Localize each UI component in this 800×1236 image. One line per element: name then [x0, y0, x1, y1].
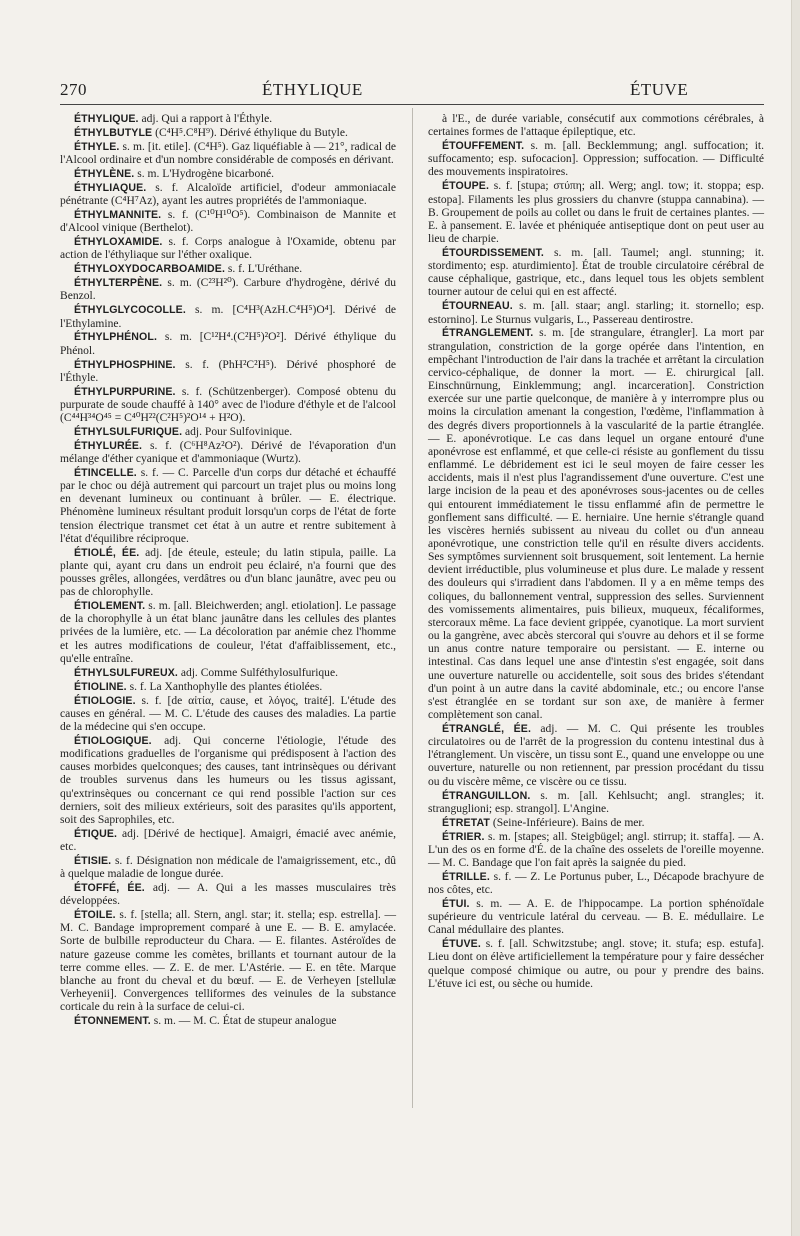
dictionary-entry [60, 168, 396, 181]
entry-definition: s. f. Alcaloïde artificiel, d'odeur ammoniacale pénétrante (C⁴H⁷Az), ayant les autres propriétés de l'ammoniaque. [60, 181, 396, 208]
entry-headword: ÉTHYLSULFURIQUE. [74, 425, 183, 438]
dictionary-entry [428, 327, 764, 722]
entry-headword: ÉTHYLMANNITE. [74, 209, 162, 222]
dictionary-entry [60, 127, 396, 140]
entry-definition: s. m. — A. E. de l'hippocampe. La portion sphénoïdale supérieure du ventricule latéral du cerveau. — B. E. médullaire. Le Canal médullaire des plantes. [428, 897, 765, 937]
dictionary-entry [60, 882, 396, 908]
entry-headword: ÉTHYLOXYDOCARBOAMIDE. [74, 263, 226, 276]
entry-definition: s. m. [all. staar; angl. starling; it. stornello; esp. estornino]. Le Sturnus vulgaris, L., Passereau dentirostre. [428, 300, 764, 326]
header-right-word: ÉTUVE [630, 80, 689, 99]
dictionary-entry [60, 331, 396, 357]
entry-definition: s. f. — Z. Le Portunus puber, L., Décapode brachyure de nos côtes, etc. [428, 870, 764, 897]
entry-definition: s. f. [stella; all. Stern, angl. star; it. stella; esp. estrella]. — M. C. Bandage improprement comparé à une E. — B. E. amylacée. Sorte de bulbille reproducteur du Chara. — E. filantes. Astéroïdes de nature gazeuse comme les comètes, brillants et tournant autour de la terre comme elles. — Z. E. de mer. L'Astérie. — E. en tête. Marque blanche au front du cheval et du bœuf. — E. de Verheyen [stellulæ Verheyenii]. Convergences telliformes des veinules de la substance corticale du rein à la surface de celui-ci. [60, 909, 396, 1014]
entry-definition: s. f. (C⁶H⁸Az²O²). Dérivé de l'évaporation d'un mélange d'éther cyanique et d'ammoniaque (Wurtz). [60, 439, 396, 466]
column-divider [412, 108, 413, 1108]
dictionary-entry [428, 113, 764, 139]
entry-definition: s. f. — C. Parcelle d'un corps dur détaché et échauffé par le choc ou déjà autrement qui parcourt un trajet plus ou moins long en devenant lumineux ou continuant à brûler. — E. électrique. Phénomène lumineux résultant produit lorsqu'un corps de l'état de forte tension électrique transmet cet état à un autre et rentre subitement à l'état d'équilibre réciproque. [60, 467, 396, 545]
entry-headword: ÉTHYLPHOSPHINE. [74, 358, 176, 371]
entry-definition: s. f. Désignation non médicale de l'amaigrissement, etc., dû à quelque maladie de longue durée. [60, 854, 396, 881]
entry-headword: ÉTHYLTERPÈNE. [74, 277, 163, 290]
entry-definition: s. m. (C²³H²⁰). Carbure d'hydrogène, dérivé du Benzol. [60, 277, 397, 303]
page-edge [791, 0, 800, 1236]
entry-headword: ÉTISIE. [74, 854, 112, 867]
dictionary-entry [428, 723, 764, 789]
entry-definition: s. m. [all. Taumel; angl. stunning; it. stordimento; esp. aturdimiento]. État de trouble circulatoire cérébral de cause céphalique, gastrique, etc., dans lequel tous les objets semblent tourner autour de celui qui en est affecté. [428, 246, 764, 299]
dictionary-entry [60, 909, 396, 1014]
entry-definition: s. f. (PhH²C²H⁵). Dérivé phosphoré de l'Éthyle. [60, 358, 396, 384]
dictionary-entry [428, 247, 764, 300]
entry-definition: (Seine-Inférieure). Bains de mer. [492, 816, 645, 829]
dictionary-entry [60, 440, 396, 466]
entry-headword: ÉTIOLEMENT. [74, 600, 146, 613]
entry-definition: s. f. L'Uréthane. [227, 263, 303, 276]
entry-headword: ÉTIOLOGIE. [74, 694, 136, 707]
running-header [60, 76, 764, 104]
dictionary-entry [60, 141, 396, 167]
entry-definition: s. f. [stupa; στύπη; all. Werg; angl. tow; it. stoppa; esp. estopa]. Filaments les plus grossiers du chanvre (stuppa cannabina). — B. Groupement de poils au collet ou dans le fruit de certaines plantes. — E. à pansement. E. lavée et phéniquée antiseptique dont on peut user au lieu de charpie. [428, 180, 765, 245]
left-column [60, 113, 396, 1029]
entry-definition: s. m. [C¹²H⁴.(C²H⁵)²O²]. Dérivé éthylique du Phénol. [60, 331, 396, 357]
entry-definition: s. f. [de αἰτία, cause, et λόγος, traité]. L'étude des causes en général. — M. C. L'étude des causes des maladies. La partie de la médecine qui s'en occupe. [60, 694, 396, 733]
entry-definition: s. m. [all. Kehlsucht; angl. strangles; it. stranguglioni; esp. strangol]. L'Angine. [428, 789, 764, 815]
dictionary-entry [60, 263, 396, 276]
dictionary-entry [60, 855, 396, 881]
dictionary-entry [428, 898, 764, 937]
dictionary-entry [428, 817, 764, 830]
entry-headword: ÉTHYLE. [74, 140, 120, 153]
entry-definition: s. m. L'Hydrogène bicarboné. [137, 168, 275, 181]
dictionary-entry [60, 681, 396, 694]
dictionary-entry [60, 236, 396, 262]
entry-headword: ÉTRANGLÉ, ÉE. [442, 722, 532, 735]
entry-definition: s. m. — M. C. État de stupeur analogue [153, 1015, 337, 1028]
right-column [428, 113, 764, 992]
entry-headword: ÉTOUPE. [442, 180, 490, 193]
dictionary-entry [60, 209, 396, 235]
entry-definition: adj. — A. Qui a les masses musculaires très développées. [60, 882, 397, 908]
entry-definition: s. f. [all. Schwitzstube; angl. stove; it. stufa; esp. estufa]. Lieu dont on élève artificiellement la température pour y faire dessécher quelque composé chimique ou autre, ou pour y prendre des bains. L'étuve ici est, ou sèche ou humide. [428, 938, 764, 990]
entry-headword: ÉTHYLBUTYLE [74, 126, 153, 139]
entry-headword: ÉTIOLINE. [74, 680, 127, 693]
entry-headword: ÉTHYLSULFUREUX. [74, 666, 178, 679]
entry-definition: s. f. Corps analogue à l'Oxamide, obtenu par action de l'éthyliaque sur l'éther oxalique. [60, 236, 396, 262]
entry-headword: ÉTUVE. [442, 938, 481, 951]
dictionary-entry [428, 300, 764, 326]
entry-definition: (C⁴H⁵.C⁸H⁹). Dérivé éthylique du Butyle. [155, 126, 348, 139]
entry-headword: ÉTINCELLE. [74, 467, 137, 480]
entry-definition: à l'E., de durée variable, consécutif aux commotions cérébrales, à certaines formes de l'attaque épileptique, etc. [428, 113, 764, 139]
dictionary-entry [60, 600, 396, 666]
dictionary-entry [60, 113, 396, 126]
entry-headword: ÉTRIER. [442, 830, 485, 843]
dictionary-entry [60, 182, 396, 208]
entry-definition: adj. [Dérivé de hectique]. Amaigri, émacié avec anémie, etc. [60, 827, 396, 853]
entry-headword: ÉTIOLOGIQUE. [74, 734, 152, 747]
entry-headword: ÉTIQUE. [74, 827, 118, 840]
dictionary-entry [60, 1015, 396, 1028]
dictionary-entry [60, 735, 396, 827]
entry-definition: adj. [de éteule, esteule; du latin stipula, paille. La plante qui, ayant cru dans un endroit peu éclairé, n'a fourni que des pousses grêles, allongées, verdâtres ou d'un blanc jaunâtre, avec peu ou pas de chlorophylle. [60, 546, 396, 599]
entry-headword: ÉTRILLE. [442, 870, 490, 883]
dictionary-entry [428, 140, 764, 179]
entry-headword: ÉTOUFFEMENT. [442, 140, 525, 153]
dictionary-entry [428, 180, 764, 246]
entry-definition: s. m. [stapes; all. Steigbügel; angl. stirrup; it. staffa]. — A. L'un des os en forme d'É. de la chaîne des osselets de l'oreille moyenne. — M. C. Bandage que l'on fait après la saignée du pied. [428, 830, 765, 869]
dictionary-entry [60, 695, 396, 734]
entry-headword: ÉTHYLOXAMIDE. [74, 236, 163, 249]
header-rule [60, 104, 764, 105]
entry-headword: ÉTHYLURÉE. [74, 439, 143, 452]
entry-headword: ÉTRANGLEMENT. [442, 327, 534, 340]
entry-definition: s. m. [it. etile]. (C⁴H⁵). Gaz liquéfiable à — 21°, radical de l'Alcool ordinaire et d'un nombre considérable de composés en dérivant. [60, 140, 396, 167]
entry-headword: ÉTHYLIQUE. [74, 113, 139, 125]
dictionary-entry [60, 304, 396, 330]
dictionary-entry [60, 667, 396, 680]
entry-definition: s. m. [all. Bleichwerden; angl. etiolation]. Le passage de la chorophylle à un état blanc jaunâtre dans les cellules des plantes privées de la lumière, etc. — La décoloration par anémie chez l'homme et les autres modifications de couleur, l'état d'affaiblissement, etc., qu'elle entraîne. [60, 600, 396, 665]
entry-headword: ÉTRANGUILLON. [442, 789, 531, 802]
dictionary-entry [60, 467, 396, 546]
entry-headword: ÉTHYLÈNE. [74, 168, 135, 181]
entry-headword: ÉTHYLIAQUE. [74, 181, 147, 194]
entry-definition: s. f. La Xanthophylle des plantes étiolées. [129, 680, 323, 693]
entry-definition: s. m. [C⁴H³(AzH.C⁴H⁵)O⁴]. Dérivé de l'Ethylamine. [60, 304, 396, 330]
entry-definition: s. f. (C¹⁰H¹⁰O⁵). Combinaison de Mannite et d'Alcool vinique (Berthelot). [60, 209, 396, 235]
header-left-word: ÉTHYLIQUE [262, 80, 363, 99]
entry-headword: ÉTOILE. [74, 909, 116, 922]
entry-definition: s. m. [all. Becklemmung; angl. suffocation; it. suffocamento; esp. sufocacion]. Oppression; suffocation. — Difficulté des mouvements inspiratoires. [428, 140, 765, 179]
entry-headword: ÉTHYLPHÉNOL. [74, 331, 158, 344]
entry-headword: ÉTOFFÉ, ÉE. [74, 882, 145, 895]
entry-definition: adj. Qui concerne l'étiologie, l'étude des modifications graduelles de l'organisme qui prédisposent à l'action des causes morbides quelconques; des causes, tant intrinsèques ou dérivant de troubles survenus dans les humeurs ou les tissus agissant, qu'extrinsèques ou concernant ce qui rend possible l'action sur ces derniers, soit des milieux extérieurs, soit des parasites qu'ils apportent, soit des Saprophiles, etc. [60, 734, 396, 826]
entry-headword: ÉTRETAT [442, 816, 490, 829]
dictionary-entry [60, 828, 396, 854]
dictionary-entry [60, 386, 396, 425]
entry-headword: ÉTHYLGLYCOCOLLE. [74, 304, 186, 317]
entry-headword: ÉTOURNEAU. [442, 300, 513, 313]
entry-headword: ÉTIOLÉ, ÉE. [74, 546, 140, 559]
dictionary-entry [60, 359, 396, 385]
entry-definition: adj. Pour Sulfovinique. [185, 425, 293, 438]
entry-definition: adj. Qui a rapport à l'Éthyle. [141, 113, 273, 125]
dictionary-entry [60, 426, 396, 439]
page-number: 270 [60, 80, 87, 99]
entry-definition: adj. — M. C. Qui présente les troubles circulatoires ou de l'arrêt de la progression du contenu intestinal dus à l'étranglement. Un viscère, un tissu sont E., quand une enveloppe ou une ouverture, naturelle ou non retiennent, par pression procédant du tissu ou du viscère même, ce viscère ou ce tissu. [428, 722, 765, 788]
entry-headword: ÉTOURDISSEMENT. [442, 246, 544, 259]
dictionary-entry [428, 938, 764, 991]
entry-definition: s. f. (Schützenberger). Composé obtenu du purpurate de soude chauffé à 140° avec de l'iodure d'éthyle et de l'alcool (C⁴⁴H³⁴O⁴⁵ = C⁴⁰H²²(C²H⁵)²O¹⁴ + H²O). [60, 385, 397, 424]
entry-headword: ÉTUI. [442, 897, 470, 910]
dictionary-entry [428, 790, 764, 816]
dictionary-entry [60, 277, 396, 303]
entry-definition: adj. Comme Sulféthylosulfurique. [180, 666, 338, 679]
entry-headword: ÉTHYLPURPURINE. [74, 385, 176, 398]
entry-headword: ÉTONNEMENT. [74, 1015, 151, 1028]
dictionary-entry [428, 831, 764, 870]
entry-definition: s. m. [de strangulare, étrangler]. La mort par strangulation, constriction de la gorge opérée dans l'intention, en empêchant l'introduction de l'air dans la trachée et arrêtant la circulation cervico-céphalique, de donner la mort. — E. chirurgical [all. Einschnürnung, Einklemmung; angl. incarceration]. Constriction exercée sur une partie quelconque, de manière à y interrompre plus ou moins la circulation amenant la congestion, l'œdème, l'inflammation à des degrés divers proportionnels à la vascularité de la partie étranglée. — E. aponévrotique. Le cas dans lequel un organe entouré d'une aponévrose est enflammé, et que celle-ci résiste au gonflement du tissu enflammé. Le débridement est ici le seul moyen de faire cesser les accidents, mais il n'est plus l'agrandissement d'une ouverture. C'est une large incision de la peau et des aponévroses sous-jacentes ou de celles qui entourent immédiatement le tissu enflammé afin de permettre le gonflement sans difficulté. — E. herniaire. Une hernie s'étrangle quand les viscères herniés subissent au niveau du collet ou d'un anneau aponévrotique, une constriction telle qu'il en résulte divers accidents. Ses symptômes surviennent soit brusquement, soit lentement. La hernie devient irréductible, plus volumineuse et plus dure. Le malade y ressent des douleurs qui s'irradient dans l'abdomen. Il y a en même temps des coliques, du ballonnement ventral, suppression des selles. Surviennent des vomissements alimentaires, puis bilieux, muqueux, fécaliformes, stercoraux même. La face devient grippée, cyanotique. La mort survient ou la gangrène, avec abcès stercoral qui s'ouvre au dehors et il se forme un anus contre nature temporaire ou persistant. — E. interne ou intestinal. Cas dans lequel une anse d'intestin s'est engagée, soit dans une ouverture naturelle ou accidentelle, soit sous des brides s'étendant d'un point à un autre dans la cavité abdominale, etc.; ou encore l'anse s'est étranglée en se tordant sur son axe, de manière à fermer complètement son canal. [428, 327, 764, 722]
dictionary-entry [60, 547, 396, 600]
dictionary-entry [428, 871, 764, 897]
